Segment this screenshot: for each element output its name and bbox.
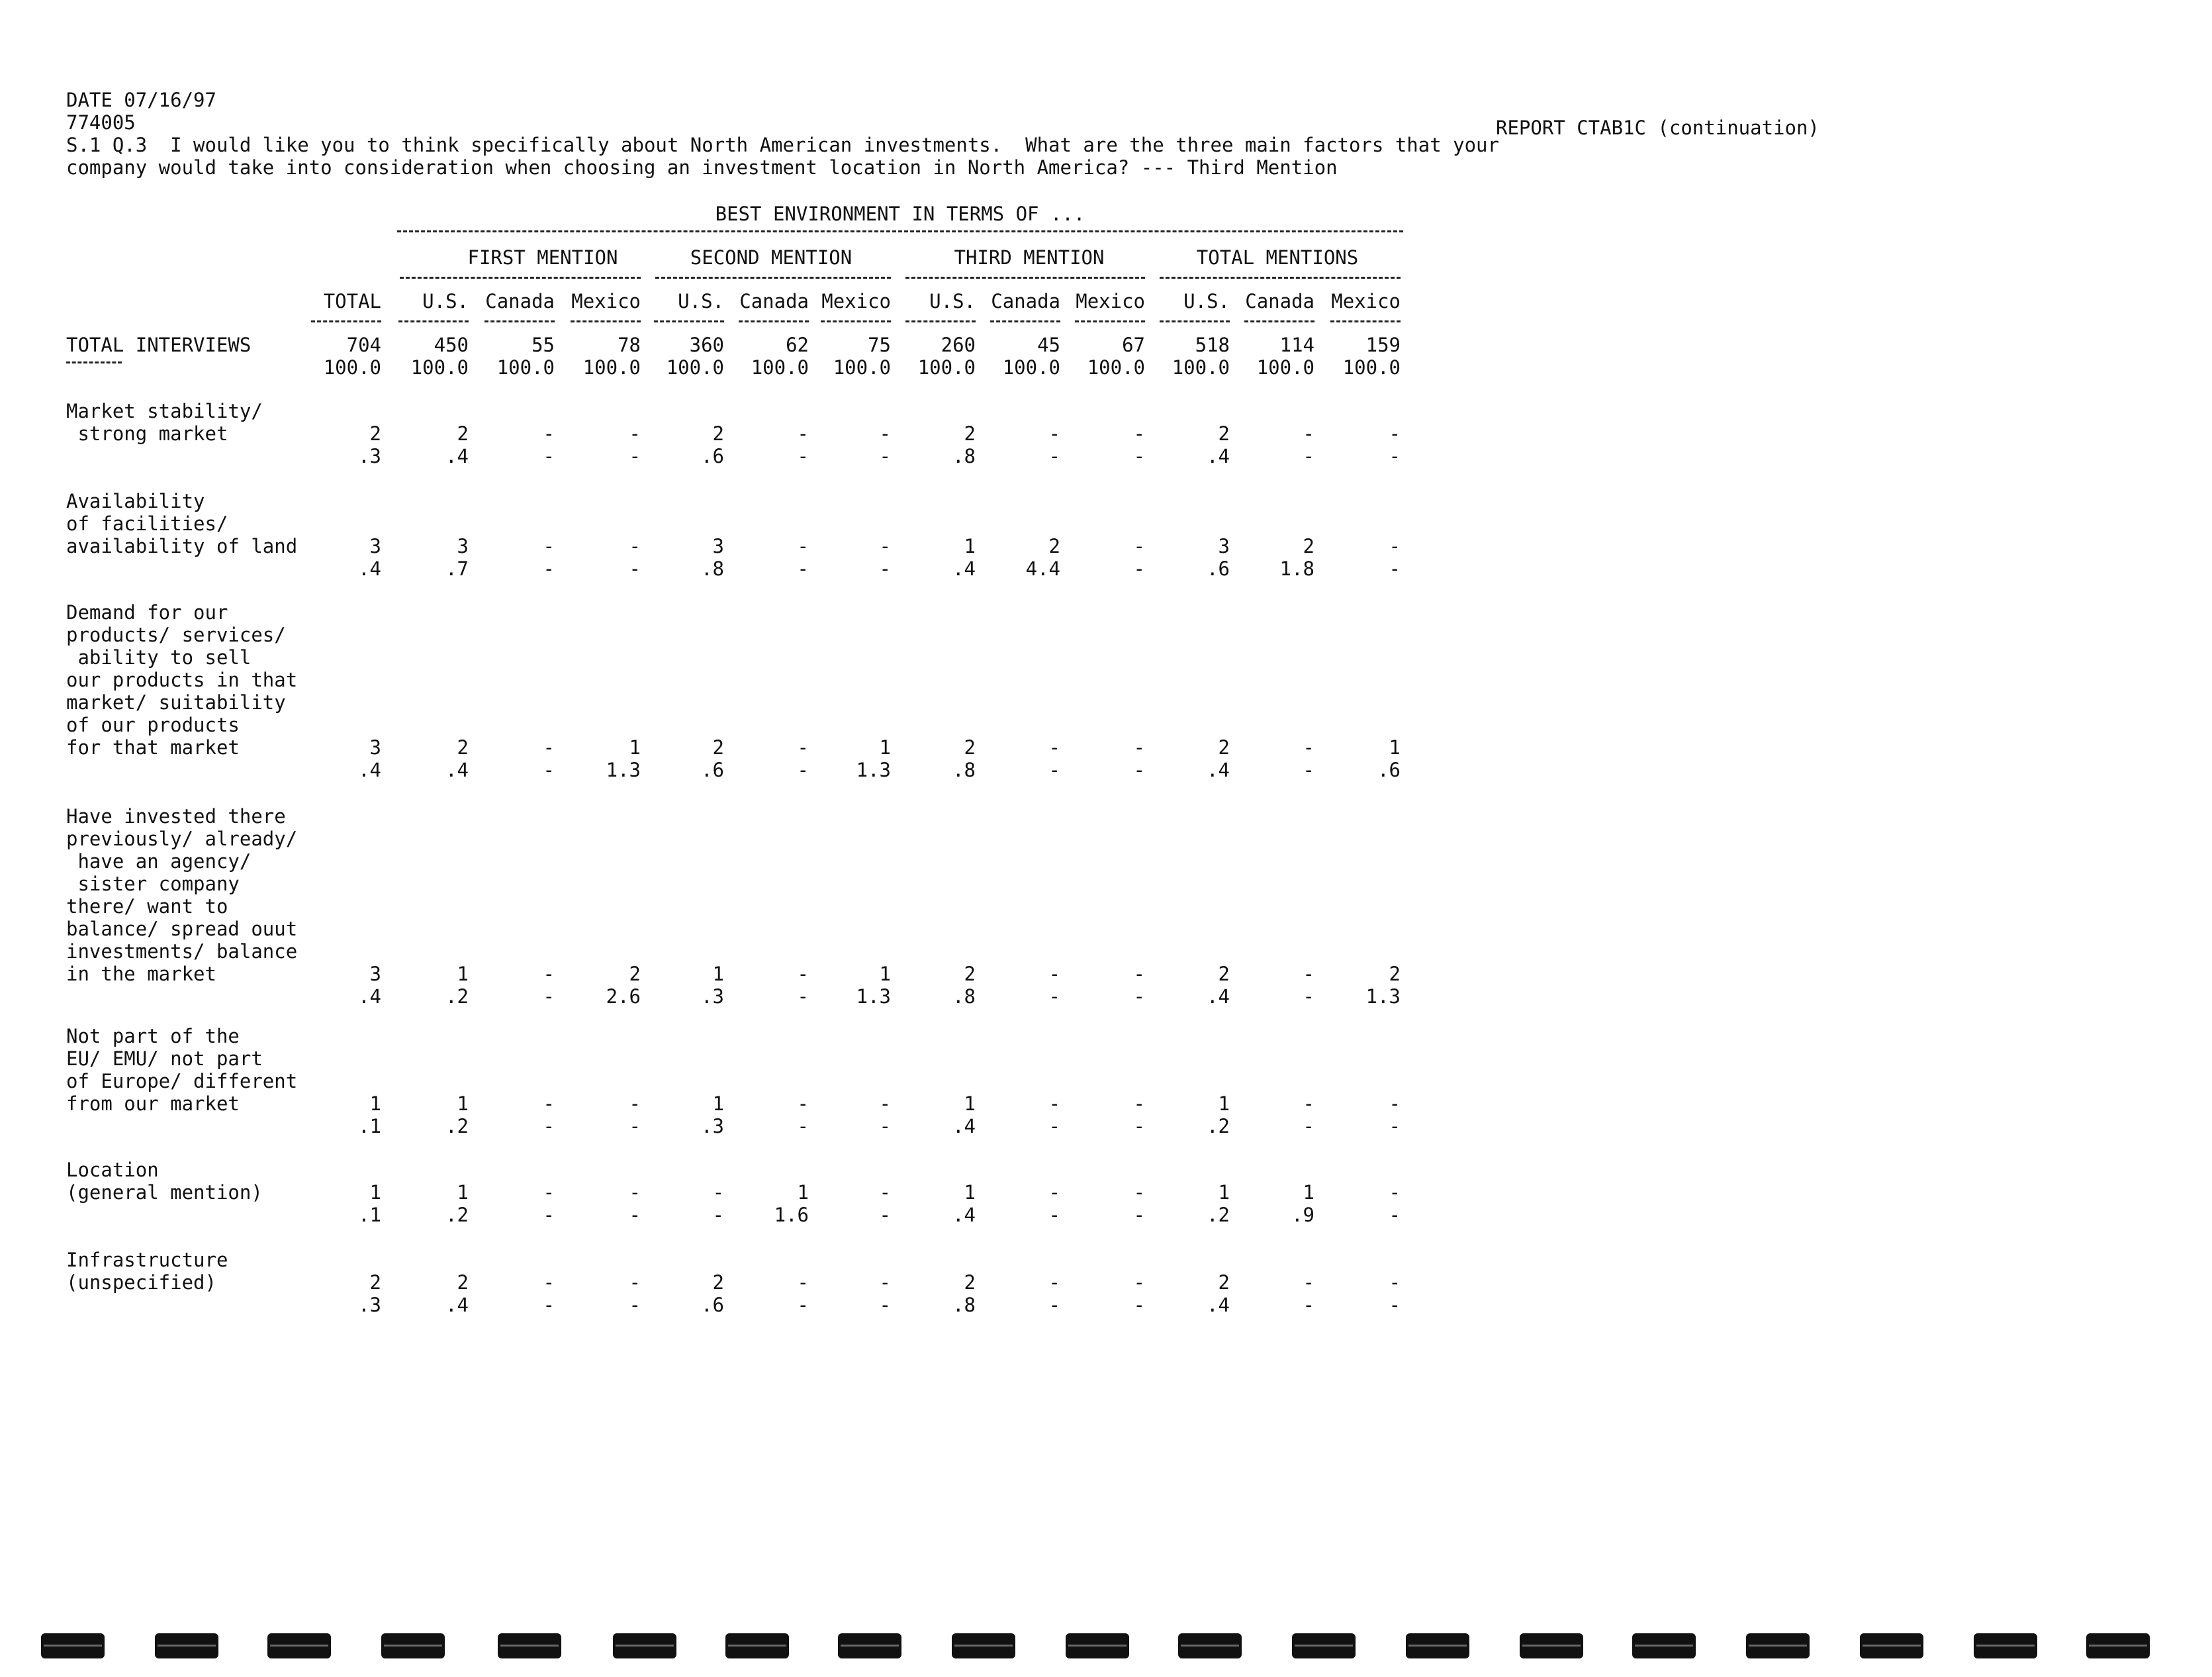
row-percent: 1.3 [856, 759, 891, 781]
row-percent: .2 [445, 985, 469, 1008]
row-percent: - [879, 1115, 891, 1137]
row-percent: - [543, 445, 555, 467]
row-percent: - [543, 985, 555, 1008]
row-percent: - [1303, 1115, 1314, 1137]
row-count: 2 [964, 422, 976, 445]
row-count: - [1303, 422, 1314, 445]
row-count: 2 [369, 422, 381, 445]
group-divider [400, 277, 641, 279]
row-count: - [543, 1181, 555, 1204]
column-header: Canada [485, 290, 555, 312]
total-label-underline [66, 361, 122, 363]
row-count: - [879, 422, 891, 445]
column-underline [1160, 320, 1230, 322]
punch-mark [1406, 1633, 1469, 1658]
row-count: 3 [1218, 535, 1230, 557]
row-count: - [543, 736, 555, 759]
row-percent: .6 [701, 445, 724, 467]
total-percent: 100.0 [751, 356, 809, 379]
row-count: 2 [712, 1271, 724, 1294]
job-number: 774005 [66, 111, 136, 134]
row-percent: - [1303, 445, 1314, 467]
row-percent: .8 [701, 557, 724, 580]
row-percent: - [797, 759, 809, 781]
column-header: Mexico [1076, 290, 1145, 312]
column-header: TOTAL [323, 290, 381, 312]
row-count: 2 [964, 736, 976, 759]
row-percent: - [879, 445, 891, 467]
row-count: - [1133, 963, 1145, 985]
column-underline [484, 320, 555, 322]
row-percent: - [629, 1115, 641, 1137]
row-percent: - [879, 1294, 891, 1316]
row-percent: .8 [952, 1294, 976, 1316]
column-underline [1075, 320, 1145, 322]
row-percent: .4 [952, 1115, 976, 1137]
column-header: Canada [739, 290, 809, 312]
row-count: - [797, 1092, 809, 1115]
row-percent: 2.6 [606, 985, 641, 1008]
row-percent: .6 [701, 1294, 724, 1316]
row-percent: .4 [445, 759, 469, 781]
row-count: 1 [457, 1092, 469, 1115]
column-header: Mexico [571, 290, 641, 312]
column-header: U.S. [1183, 290, 1230, 312]
total-count: 450 [434, 334, 469, 356]
column-header: Mexico [821, 290, 891, 312]
row-count: 2 [457, 1271, 469, 1294]
row-percent: - [1133, 1115, 1145, 1137]
row-percent: - [1389, 445, 1401, 467]
row-count: 1 [369, 1092, 381, 1115]
row-label-line: Location [66, 1159, 159, 1181]
row-count: - [1048, 736, 1060, 759]
total-percent: 100.0 [582, 356, 641, 379]
row-count: 1 [964, 1092, 976, 1115]
row-count: - [1048, 422, 1060, 445]
row-count: - [797, 736, 809, 759]
group-header: FIRST MENTION [467, 246, 618, 269]
row-count: - [1133, 1181, 1145, 1204]
row-percent: .6 [1207, 557, 1230, 580]
row-percent: - [797, 445, 809, 467]
row-label-line: strong market [66, 422, 228, 445]
total-percent: 100.0 [323, 356, 381, 379]
punch-mark [498, 1633, 561, 1658]
row-count: - [1303, 736, 1314, 759]
row-percent: 1.8 [1279, 557, 1314, 580]
total-percent: 100.0 [833, 356, 891, 379]
punch-mark [613, 1633, 676, 1658]
row-count: 2 [712, 422, 724, 445]
row-count: 1 [1218, 1092, 1230, 1115]
row-label-line: investments/ balance [66, 940, 298, 963]
row-count: 3 [369, 535, 381, 557]
row-percent: .8 [952, 445, 976, 467]
row-percent: .7 [445, 557, 469, 580]
row-percent: .2 [1207, 1204, 1230, 1226]
row-percent: .3 [358, 445, 381, 467]
row-percent: .8 [952, 985, 976, 1008]
row-percent: - [1303, 759, 1314, 781]
total-percent: 100.0 [1087, 356, 1145, 379]
row-count: 3 [369, 736, 381, 759]
row-count: - [629, 1271, 641, 1294]
row-percent: - [1303, 1294, 1314, 1316]
row-count: - [1389, 1271, 1401, 1294]
row-percent: - [629, 557, 641, 580]
row-count: 2 [1218, 963, 1230, 985]
row-label-line: sister company [66, 873, 240, 895]
question-line-2: company would take into consideration when choosing an investment location in North America? --- Third Mention [66, 156, 1338, 179]
column-underline [905, 320, 976, 322]
row-percent: .3 [358, 1294, 381, 1316]
row-percent: .1 [358, 1115, 381, 1137]
row-percent: 1.3 [1365, 985, 1401, 1008]
row-count: 2 [712, 736, 724, 759]
row-count: 1 [797, 1181, 809, 1204]
row-label-line: availability of land [66, 535, 298, 557]
row-percent: - [797, 985, 809, 1008]
row-count: - [1133, 1092, 1145, 1115]
total-count: 55 [531, 334, 555, 356]
row-count: 3 [369, 963, 381, 985]
punch-mark [838, 1633, 901, 1658]
row-count: 2 [1218, 422, 1230, 445]
row-count: - [879, 1092, 891, 1115]
row-percent: - [1048, 985, 1060, 1008]
row-percent: .4 [358, 985, 381, 1008]
row-count: - [1389, 1181, 1401, 1204]
punch-mark [41, 1633, 105, 1658]
row-percent: - [543, 759, 555, 781]
total-percent: 100.0 [410, 356, 469, 379]
row-percent: .8 [952, 759, 976, 781]
row-count: 2 [964, 1271, 976, 1294]
punch-mark [952, 1633, 1015, 1658]
row-percent: - [1133, 985, 1145, 1008]
row-count: - [1303, 1092, 1314, 1115]
column-header: Canada [991, 290, 1060, 312]
row-count: - [879, 1271, 891, 1294]
total-percent: 100.0 [917, 356, 976, 379]
total-count: 518 [1195, 334, 1230, 356]
row-percent: - [1048, 445, 1060, 467]
row-label-line: balance/ spread ouut [66, 918, 298, 940]
row-count: - [543, 422, 555, 445]
column-underline [398, 320, 469, 322]
total-count: 78 [618, 334, 641, 356]
punch-mark [725, 1633, 789, 1658]
row-percent: - [543, 1294, 555, 1316]
column-underline [739, 320, 809, 322]
total-percent: 100.0 [666, 356, 724, 379]
row-count: - [543, 963, 555, 985]
row-percent: .3 [701, 985, 724, 1008]
row-count: - [629, 1181, 641, 1204]
row-label-line: Not part of the [66, 1025, 240, 1047]
row-percent: .9 [1291, 1204, 1314, 1226]
row-percent: - [1133, 1204, 1145, 1226]
row-count: 2 [1048, 535, 1060, 557]
row-count: 1 [457, 1181, 469, 1204]
group-divider [655, 277, 891, 279]
row-count: - [712, 1181, 724, 1204]
row-percent: - [629, 1294, 641, 1316]
column-underline [990, 320, 1060, 322]
row-count: 1 [879, 963, 891, 985]
row-count: - [1133, 1271, 1145, 1294]
total-percent: 100.0 [1342, 356, 1401, 379]
question-line-1: S.1 Q.3 I would like you to think specifically about North American investments. What are the three main factors that your [66, 134, 1499, 156]
column-underline [1330, 320, 1401, 322]
row-count: - [1048, 963, 1060, 985]
row-percent: .4 [1207, 759, 1230, 781]
row-percent: - [797, 1294, 809, 1316]
row-count: 3 [457, 535, 469, 557]
punch-mark [1292, 1633, 1356, 1658]
column-header: U.S. [929, 290, 976, 312]
row-percent: .4 [952, 1204, 976, 1226]
row-count: - [879, 535, 891, 557]
row-percent: - [1048, 1294, 1060, 1316]
row-percent: .4 [358, 557, 381, 580]
total-count: 159 [1365, 334, 1401, 356]
row-percent: - [712, 1204, 724, 1226]
group-header: TOTAL MENTIONS [1196, 246, 1359, 269]
row-percent: .6 [1377, 759, 1401, 781]
row-percent: - [629, 1204, 641, 1226]
row-label-line: for that market [66, 736, 240, 759]
total-count: 114 [1279, 334, 1314, 356]
total-percent: 100.0 [1172, 356, 1230, 379]
row-count: 1 [369, 1181, 381, 1204]
row-percent: 1.6 [774, 1204, 809, 1226]
row-count: 2 [629, 963, 641, 985]
row-count: - [1048, 1271, 1060, 1294]
punch-mark [1520, 1633, 1583, 1658]
row-percent: 1.3 [606, 759, 641, 781]
punch-mark [1066, 1633, 1129, 1658]
group-divider [1160, 277, 1401, 279]
row-label-line: Demand for our [66, 601, 228, 624]
row-percent: .4 [445, 445, 469, 467]
row-percent: .6 [701, 759, 724, 781]
row-count: 2 [369, 1271, 381, 1294]
row-count: - [1133, 736, 1145, 759]
row-label-line: (general mention) [66, 1181, 263, 1204]
row-percent: - [879, 1204, 891, 1226]
row-count: 2 [1218, 736, 1230, 759]
row-count: 2 [1218, 1271, 1230, 1294]
punch-mark [1178, 1633, 1242, 1658]
row-percent: 4.4 [1025, 557, 1060, 580]
column-underline [1244, 320, 1314, 322]
row-count: - [1389, 535, 1401, 557]
row-percent: - [879, 557, 891, 580]
row-count: 1 [457, 963, 469, 985]
row-count: - [879, 1181, 891, 1204]
group-header: THIRD MENTION [954, 246, 1105, 269]
row-percent: - [797, 557, 809, 580]
row-count: - [1389, 1092, 1401, 1115]
row-count: - [1133, 535, 1145, 557]
row-percent: .2 [445, 1115, 469, 1137]
group-header: SECOND MENTION [690, 246, 853, 269]
banner-title: BEST ENVIRONMENT IN TERMS OF ... [715, 203, 1085, 225]
row-percent: - [1133, 759, 1145, 781]
row-percent: - [1389, 557, 1401, 580]
row-count: - [543, 535, 555, 557]
row-label-line: from our market [66, 1092, 240, 1115]
punch-mark [2086, 1633, 2150, 1658]
row-count: - [797, 535, 809, 557]
row-label-line: EU/ EMU/ not part [66, 1047, 263, 1070]
row-label-line: previously/ already/ [66, 828, 298, 850]
punch-mark [155, 1633, 218, 1658]
row-label-line: ability to sell [66, 646, 252, 669]
report-label: REPORT CTAB1C (continuation) [1496, 117, 1820, 139]
row-count: - [543, 1092, 555, 1115]
row-count: - [797, 422, 809, 445]
row-count: 1 [1303, 1181, 1314, 1204]
row-label-line: Availability [66, 490, 205, 512]
row-count: 2 [457, 422, 469, 445]
row-count: 1 [964, 535, 976, 557]
row-percent: .3 [701, 1115, 724, 1137]
total-percent: 100.0 [1002, 356, 1060, 379]
row-percent: .2 [445, 1204, 469, 1226]
row-percent: .4 [445, 1294, 469, 1316]
row-label-line: of our products [66, 714, 240, 736]
column-underline [654, 320, 724, 322]
total-count: 45 [1037, 334, 1060, 356]
row-percent: .4 [1207, 1294, 1230, 1316]
total-count: 704 [346, 334, 381, 356]
row-percent: - [1048, 1204, 1060, 1226]
row-label-line: there/ want to [66, 895, 228, 918]
row-count: 2 [964, 963, 976, 985]
row-percent: - [1389, 1294, 1401, 1316]
row-label-line: in the market [66, 963, 216, 985]
row-count: 1 [712, 963, 724, 985]
row-count: - [1389, 422, 1401, 445]
punch-mark [1746, 1633, 1810, 1658]
row-count: - [797, 963, 809, 985]
row-percent: .4 [1207, 445, 1230, 467]
row-label-line: of Europe/ different [66, 1070, 298, 1092]
row-percent: - [543, 557, 555, 580]
punch-mark [1632, 1633, 1696, 1658]
row-count: 2 [1303, 535, 1314, 557]
column-underline [571, 320, 641, 322]
row-count: - [629, 422, 641, 445]
column-header: U.S. [422, 290, 469, 312]
row-count: 1 [1218, 1181, 1230, 1204]
row-percent: - [629, 445, 641, 467]
total-count: 260 [941, 334, 976, 356]
row-percent: - [1389, 1115, 1401, 1137]
row-count: 2 [1389, 963, 1401, 985]
column-underline [821, 320, 891, 322]
punch-mark [381, 1633, 445, 1658]
punch-mark [1974, 1633, 2037, 1658]
column-header: Mexico [1331, 290, 1401, 312]
row-percent: .2 [1207, 1115, 1230, 1137]
row-count: - [1303, 963, 1314, 985]
row-percent: .4 [358, 759, 381, 781]
column-header: U.S. [678, 290, 724, 312]
punch-mark [1860, 1633, 1923, 1658]
total-interviews-label: TOTAL INTERVIEWS [66, 334, 252, 356]
row-percent: - [1389, 1204, 1401, 1226]
row-count: - [629, 535, 641, 557]
row-percent: 1.3 [856, 985, 891, 1008]
total-count: 75 [868, 334, 891, 356]
row-count: 2 [457, 736, 469, 759]
banner-divider [397, 230, 1403, 232]
row-percent: - [1303, 985, 1314, 1008]
row-label-line: Infrastructure [66, 1249, 228, 1271]
row-label-line: have an agency/ [66, 850, 252, 873]
row-percent: - [1133, 445, 1145, 467]
total-percent: 100.0 [1256, 356, 1314, 379]
row-percent: - [1133, 1294, 1145, 1316]
total-count: 67 [1122, 334, 1145, 356]
row-count: - [1133, 422, 1145, 445]
row-percent: - [1048, 759, 1060, 781]
row-percent: - [543, 1204, 555, 1226]
row-count: 1 [1389, 736, 1401, 759]
group-divider [905, 277, 1145, 279]
column-underline [311, 320, 381, 322]
total-count: 360 [689, 334, 724, 356]
row-count: 1 [712, 1092, 724, 1115]
row-count: - [629, 1092, 641, 1115]
row-count: 1 [629, 736, 641, 759]
row-count: - [797, 1271, 809, 1294]
row-count: - [1048, 1181, 1060, 1204]
row-label-line: Market stability/ [66, 400, 263, 422]
row-label-line: our products in that [66, 669, 298, 691]
row-percent: .1 [358, 1204, 381, 1226]
row-label-line: products/ services/ [66, 624, 286, 646]
row-count: - [543, 1271, 555, 1294]
punch-mark [267, 1633, 331, 1658]
row-count: 1 [879, 736, 891, 759]
row-percent: .4 [952, 557, 976, 580]
row-label-line: of facilities/ [66, 512, 228, 535]
row-label-line: Have invested there [66, 805, 286, 828]
row-label-line: (unspecified) [66, 1271, 216, 1294]
row-count: 1 [964, 1181, 976, 1204]
row-percent: - [797, 1115, 809, 1137]
row-percent: .4 [1207, 985, 1230, 1008]
total-count: 62 [786, 334, 809, 356]
report-date: DATE 07/16/97 [66, 89, 216, 111]
row-percent: - [1133, 557, 1145, 580]
row-count: - [1303, 1271, 1314, 1294]
row-percent: - [543, 1115, 555, 1137]
column-header: Canada [1245, 290, 1314, 312]
total-percent: 100.0 [496, 356, 555, 379]
row-percent: - [1048, 1115, 1060, 1137]
row-label-line: market/ suitability [66, 691, 286, 714]
row-count: - [1048, 1092, 1060, 1115]
row-count: 3 [712, 535, 724, 557]
